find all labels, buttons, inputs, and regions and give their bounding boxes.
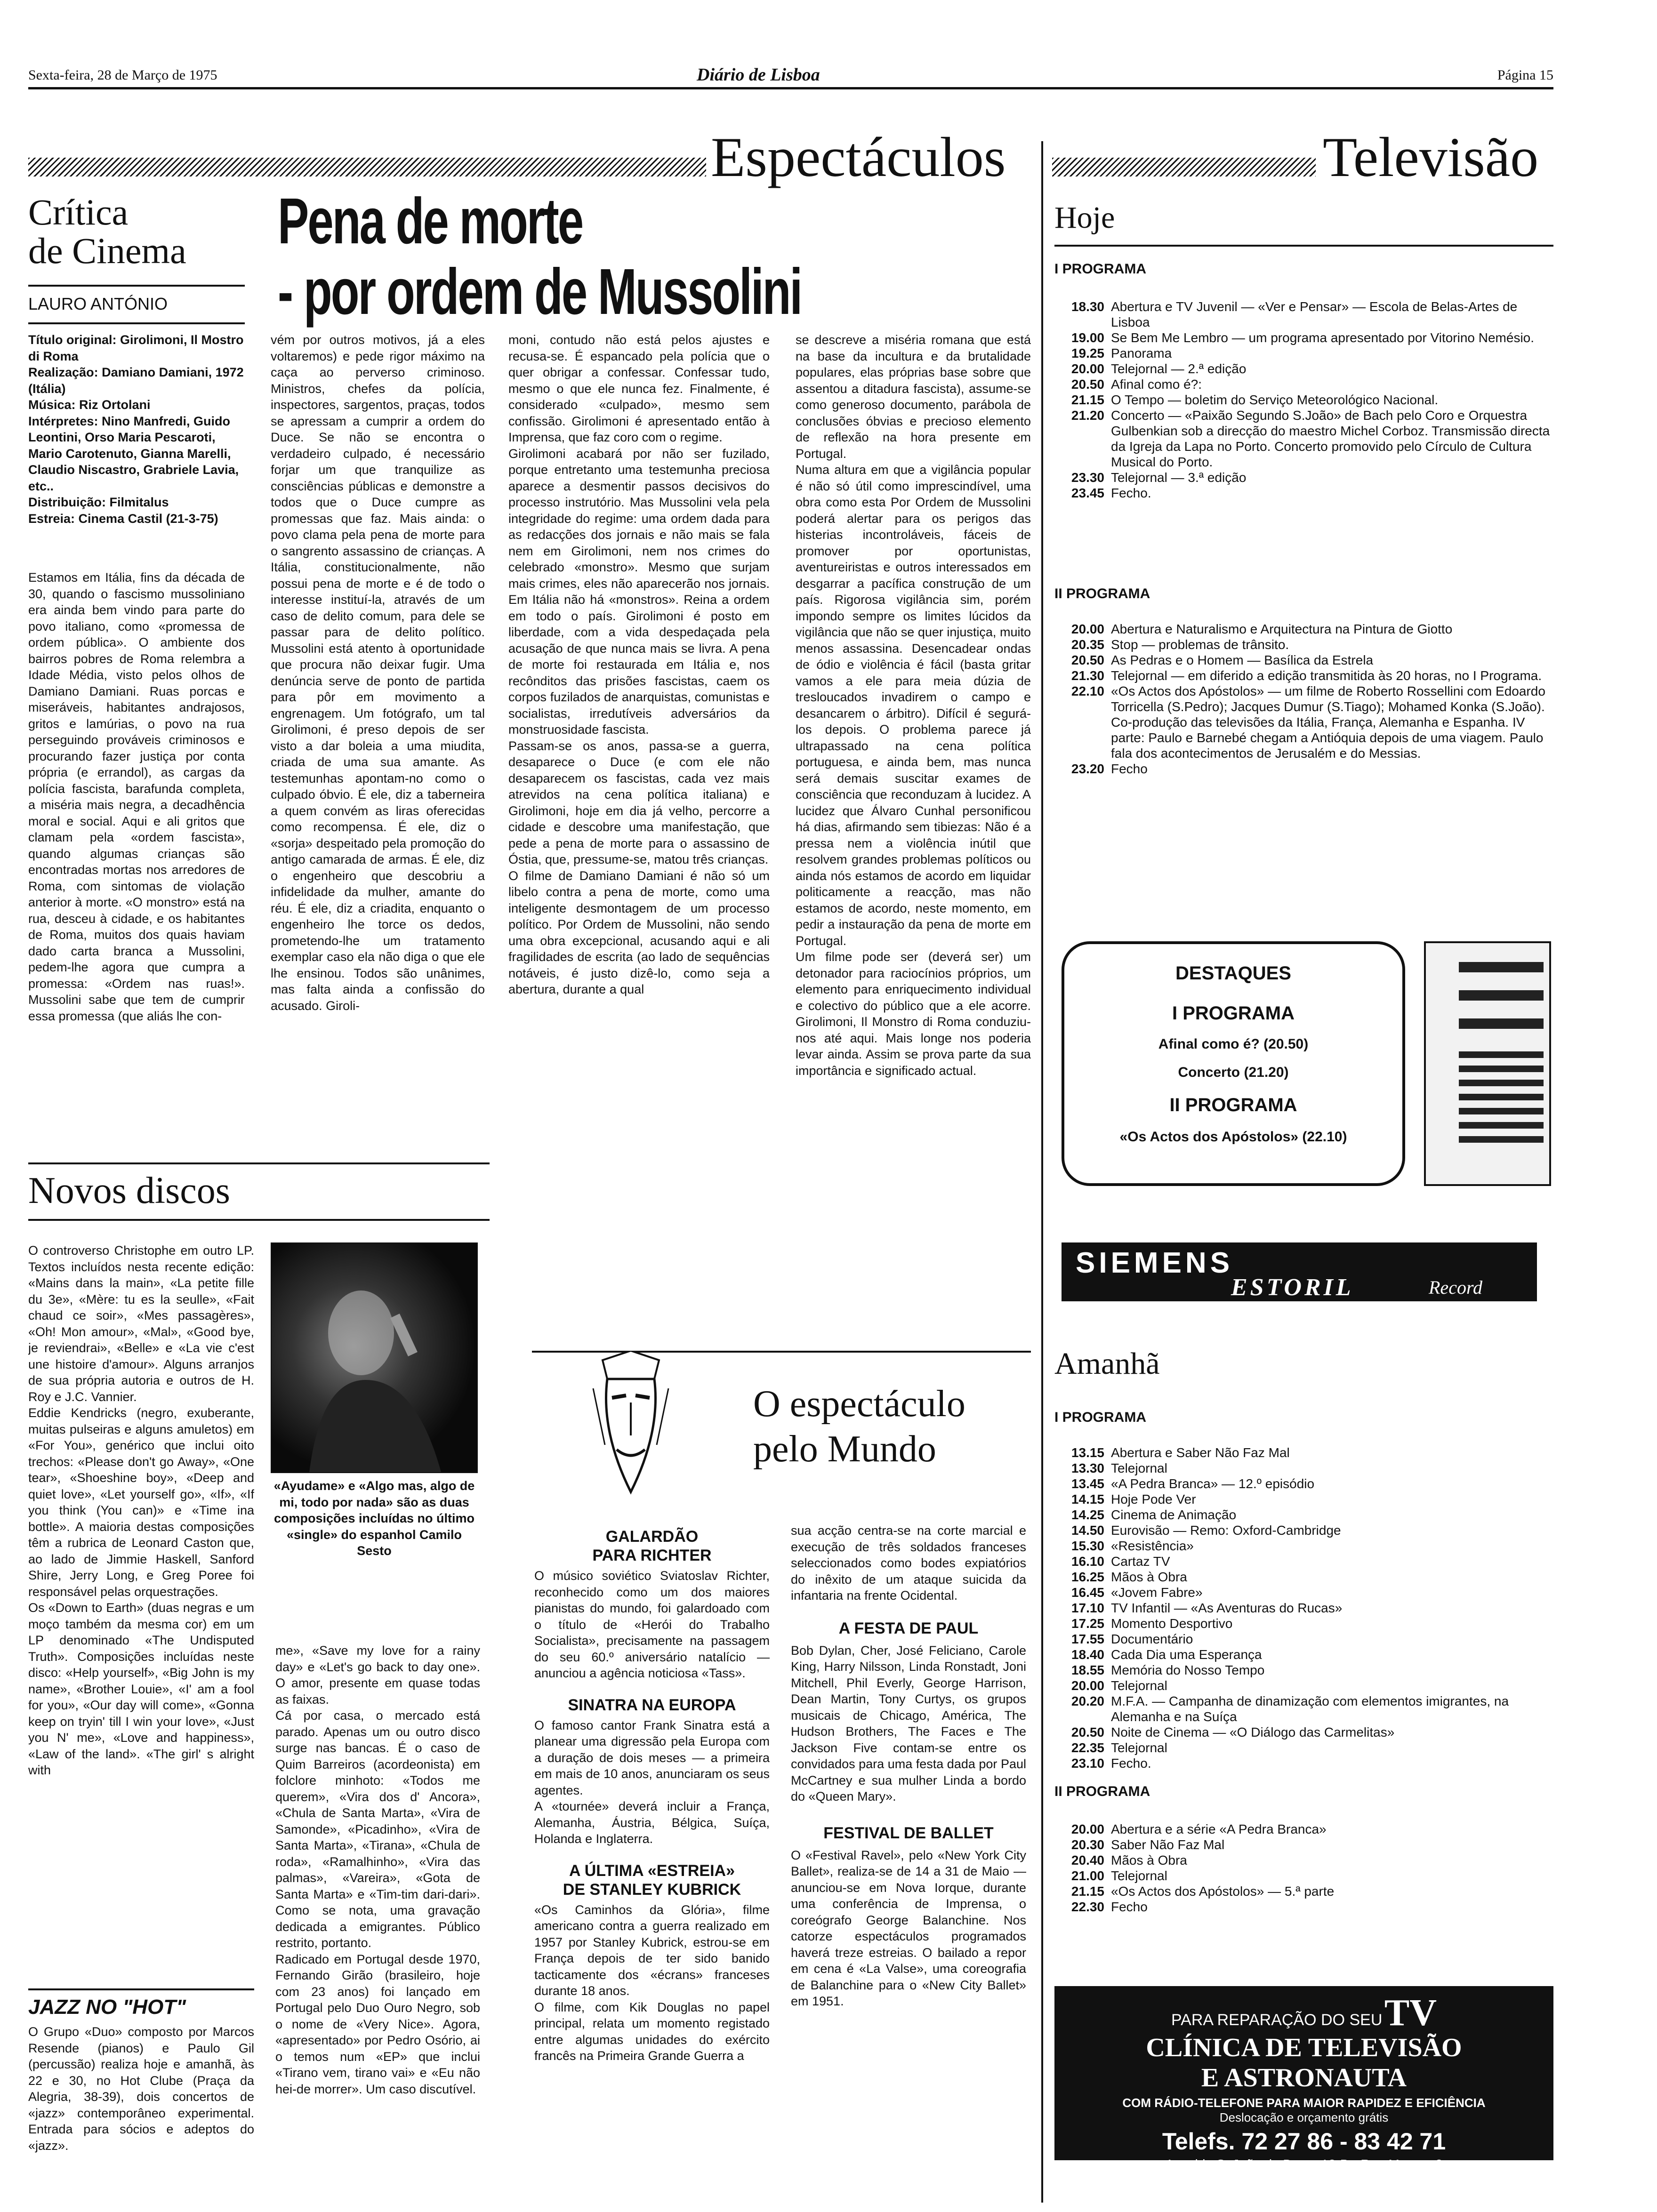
tv-listing-text: Abertura e a série «A Pedra Branca» — [1111, 1822, 1327, 1836]
tv-amanha-heading: Amanhã — [1054, 1346, 1160, 1381]
issue-date: Sexta-feira, 28 de Março de 1975 — [28, 67, 217, 83]
tv-listing-text: O Tempo — boletim do Serviço Meteorológico Nacional. — [1111, 393, 1439, 407]
ad-line4: COM RÁDIO-TELEFONE PARA MAIOR RAPIDEZ E EFICIÊNCIA — [1122, 2096, 1486, 2110]
tv-listing-text: Noite de Cinema — «O Diálogo das Carmelitas» — [1111, 1725, 1395, 1739]
kubrick-text: «Os Caminhos da Glória», filme americano contra a guerra realizado em 1957 por Stanley Kubrick, estrou-se em França depois de ter sido banido tacticamente dos «écrans» franceses durante 18 anos. O filme, com Kik Douglas no papel principal, relata um momento registado entre algumas unidades do exército francês na Primeira Grande Guerra a — [534, 1902, 770, 2063]
tv-listing-text: Telejornal — 3.ª edição — [1111, 470, 1247, 485]
tv-listing-text: Stop — problemas de trânsito. — [1111, 637, 1289, 652]
tv-listing-text: Afinal como é?: — [1111, 377, 1202, 392]
kubrick-heading: A ÚLTIMA «ESTREIA» DE STANLEY KUBRICK — [563, 1861, 741, 1899]
tv-listing-text: Panorama — [1111, 346, 1172, 361]
tv-listing-row — [1059, 1507, 1553, 1523]
paul-text: Bob Dylan, Cher, José Feliciano, Carole King, Harry Nilsson, Linda Ronstadt, Joni Mitchell, Phil Everly, George Harrison, Dean Martin, Tony Curtys, os grupos musicais de Chicago, América, The Hudson Brothers, The Faces e The Jackson Five contam-se entre os convidados para uma festa dada por Paul McCartney e sua mulher Linda a bordo do «Queen Mary». — [791, 1643, 1026, 1803]
section-televisao: Televisão — [1323, 126, 1539, 188]
tv-listing-text: Mãos à Obra — [1111, 1570, 1187, 1584]
tv-listing-row — [1059, 1476, 1553, 1491]
discos-heading: Novos discos — [28, 1170, 230, 1211]
model-script: Record — [1429, 1277, 1483, 1298]
tv-listing-time: 17.55 — [1071, 1632, 1104, 1646]
amanha-p2-schedule — [1059, 1821, 1553, 1915]
hoje-p2-schedule — [1059, 621, 1553, 777]
tv-listing-text: Telejornal — [1111, 1678, 1167, 1693]
tv-listing-text: Hoje Pode Ver — [1111, 1492, 1196, 1507]
tv-listing-text: Documentário — [1111, 1632, 1193, 1646]
paul-heading: A FESTA DE PAUL — [838, 1619, 979, 1637]
tv-listing-time: 20.00 — [1071, 1822, 1104, 1836]
panel-slider — [1459, 990, 1544, 1001]
tv-listing-time: 23.45 — [1071, 486, 1104, 500]
kubrick-text-continued: sua acção centra-se na corte marcial e execução de três soldados franceses seleccionados como bodes expiatórios do inêxito de um ataque suicida da infantaria na frente Ocidental. — [791, 1523, 1026, 1603]
tv-listing-row — [1059, 1678, 1553, 1693]
tv-listing-row — [1059, 621, 1553, 637]
jazz-heading: JAZZ NO "HOT" — [28, 1996, 186, 2019]
tv-listing-row — [1059, 1740, 1553, 1755]
photo-caption: «Ayudame» e «Algo mas, algo de mi, todo por nada» são as duas composições incluídas no último «single» do espanhol Camilo Sesto — [273, 1479, 475, 1558]
critica-column-3: moni, contudo não está pelos ajustes e recusa-se. É espancado pela polícia que o quer obrigar a confessar. Confessar tudo, mesmo o que ele nunca fez. Finalmente, é considerado «culpado», mesmo sem confissão. Girolimoni é apresentado então à Imprensa, que faz coro com o regime. Girolimoni acabará por não ser fuzilado, porque entretanto uma testemunha preciosa aparece a desmentir passos decisivos do processo instrutório. Mas Mussolini vela pela integridade do regime: uma ordem dada para as redacções dos jornais e não mais se fala nem em Girolimoni, nem nos crimes do celebrado «monstro». Mesmo que surjam mais crimes, eles não aparecerão nos jornais. Em Itália não há «monstros». Reina a ordem em todo o país. Girolimoni é posto em liberdade, com a vida despedaçada pela acusação de que nunca mais se livra. A pena de morte foi restaurada em Itália e, nos recônditos das prisões fascistas, caem os corpos fuzilados de anarquistas, comunistas e socialistas, irredutíveis adversários da monstruosidade fascista. Passam-se os anos, passa-se a guerra, desaparece o Duce (e com ele não desaparecem os fascistas, cada vez mais atrevidos na cena política italiana) e Girolimoni, hoje em dia já velho, percorre a cidade e descobre uma manifestação, que pede a pena de morte para o assassino de Óstia, que, pressume-se, matou três crianças. O filme de Damiano Damiani é não só um libelo contra a pena de morte, como uma inteligente desmontagem de um processo político. Por Ordem de Mussolini, não sendo uma obra excepcional, acusando aqui e ali fragilidades de escrita (ao lado de sequências notáveis, é justo dizê-lo, como seja a abertura, durante a qual — [508, 333, 770, 996]
sinatra-heading: SINATRA NA EUROPA — [568, 1696, 736, 1714]
destaques-item2: Concerto (21.20) — [1178, 1065, 1289, 1080]
destaques-box — [1052, 937, 1556, 1301]
tv-listing-row — [1059, 1554, 1553, 1569]
tv-listing-text: Cada Dia uma Esperança — [1111, 1647, 1262, 1662]
jazz-text: O Grupo «Duo» composto por Marcos Resende (pianos) e Paulo Gil (percussão) realiza hoje e amanhã, às 22 e 30, no Hot Clube (Praça da Alegria, 38-39), dois concertos de «jazz» contemporâneo experimental. Entrada para sócios e adeptos do «jazz». — [28, 2025, 254, 2153]
tv-listing-time: 15.30 — [1071, 1539, 1104, 1553]
destaques-title: DESTAQUES — [1175, 963, 1291, 984]
tv-listing-row — [1059, 1693, 1553, 1724]
tv-listing-text: Momento Desportivo — [1111, 1616, 1233, 1631]
tv-listing-text: Mãos à Obra — [1111, 1853, 1187, 1867]
headline-line2: - por ordem de Mussolini — [278, 256, 802, 328]
section-hatch-left — [28, 158, 706, 176]
tv-listing-text: Eurovisão — Remo: Oxford-Cambridge — [1111, 1523, 1341, 1538]
tv-listing-time: 19.00 — [1071, 330, 1104, 345]
tv-listing-time: 14.50 — [1071, 1523, 1104, 1538]
mundo-heading — [753, 1381, 965, 1472]
destaques-item1: Afinal como é? (20.50) — [1158, 1036, 1309, 1052]
singer-photo — [271, 1242, 478, 1473]
tv-listing-text: Abertura e TV Juvenil — «Ver e Pensar» — Escola de Belas-Artes de Lisboa — [1111, 299, 1518, 329]
tv-listing-time: 14.25 — [1071, 1507, 1104, 1522]
tv-listing-row — [1059, 1837, 1553, 1852]
tv-listing-text: M.F.A. — Campanha de dinamização com elementos imigrantes, na Alemanha e na Suíça — [1111, 1694, 1509, 1724]
tv-listing-text: Fecho — [1111, 1899, 1148, 1914]
tv-listing-time: 22.35 — [1071, 1740, 1104, 1755]
tv-listing-time: 21.15 — [1071, 1884, 1104, 1899]
tv-listing-row — [1059, 330, 1553, 345]
tv-listing-time: 14.15 — [1071, 1492, 1104, 1507]
panel-button — [1459, 1108, 1544, 1114]
ad-top-line — [1054, 1992, 1553, 2035]
article-headline — [278, 186, 801, 327]
destaques-item3: «Os Actos dos Apóstolos» (22.10) — [1119, 1129, 1347, 1145]
tv-listing-row — [1059, 637, 1553, 652]
tv-listing-time: 20.40 — [1071, 1853, 1104, 1867]
divider — [28, 1219, 490, 1221]
tv-listing-time: 20.35 — [1071, 637, 1104, 652]
tv-listing-row — [1059, 1460, 1553, 1476]
tv-listing-row — [1059, 485, 1553, 501]
tv-listing-time: 13.30 — [1071, 1461, 1104, 1475]
hoje-p1-schedule — [1059, 299, 1553, 501]
panel-button — [1459, 1066, 1544, 1072]
tv-listing-time: 21.20 — [1071, 408, 1104, 423]
tv-listing-time: 13.15 — [1071, 1445, 1104, 1460]
tv-listing-text: Fecho. — [1111, 1756, 1151, 1771]
tv-listing-time: 21.30 — [1071, 668, 1104, 683]
tv-listing-text: «A Pedra Branca» — 12.º episódio — [1111, 1476, 1315, 1491]
tv-listing-time: 23.10 — [1071, 1756, 1104, 1771]
tribal-mask-illustration — [584, 1351, 678, 1497]
tv-listing-time: 18.40 — [1071, 1647, 1104, 1662]
discos-column-1: O controverso Christophe em outro LP. Textos incluídos nesta recente edição: «Mains dans la main», «La petite fille du 3e», «Mère: tu es la seulle», «Fait chaud ce soir», «Mes passagères», «Oh! Mon amour», «Mal», «Good bye, je reviendrai», «Belle» e «La vie c'est une histoire d'amour». Alguns arranjos de sua própria autoria e outros de H. Roy e J.C. Vannier. Eddie Kendricks (negro, exuberante, muitas pulseiras e alguns amuletos) em «For You», genérico que inclui oito trechos: «Please don't go Away», «One tear», «Shoeshine boy», «Deep and quiet love», «Let yourself go», «If», «If you think (You can)» e «Time ina bottle». A maioria destas composições têm a rubrica de Leonard Caston que, ao lado de Jimmie Haskell, Sanford Shire, Jerry Long, e Greg Poree foi responsável pelas orquestrações. Os «Down to Earth» (duas negras e um moço também da mesma cor) em um LP denominado «The Undisputed Truth». Composições incluídas neste disco: «Help yourself», «Big John is my name», «Brother Louie», «I' am a fool for you», «Our day will come», «Gonna keep on tryin' till I win your love», «Just you N' me», «Love and happiness», «Law of the land». «The girl' s alright with — [28, 1243, 254, 1777]
tv-listing-time: 20.50 — [1071, 377, 1104, 392]
newspaper-name: Diário de Lisboa — [697, 65, 820, 85]
tv-listing-text: As Pedras e o Homem — Basílica da Estrela — [1111, 653, 1374, 667]
tv-listing-row — [1059, 470, 1553, 485]
tv-listing-time: 18.55 — [1071, 1663, 1104, 1677]
tv-listing-row — [1059, 1523, 1553, 1538]
model-name: ESTORIL — [1231, 1274, 1354, 1301]
tv-listing-text: Telejornal — [1111, 1868, 1167, 1883]
tv-screen — [1062, 941, 1405, 1186]
tv-listing-row — [1059, 299, 1553, 330]
ballet-text: O «Festival Ravel», pelo «New York City Ballet», realiza-se de 14 a 31 de Maio — anunciou-se em Nova Iorque, durante uma conferência de Imprensa, o coreógrafo George Balanchine. Nos catorze espectáculos programados haverá treze estreias. O bailado a repor em cena é «La Valse», uma coreografia de Balanchine para o «New City Ballet» em 1951. — [791, 1848, 1026, 2008]
tv-listing-text: Cinema de Animação — [1111, 1507, 1237, 1522]
tv-listing-row — [1059, 1600, 1553, 1616]
panel-slider — [1459, 1018, 1544, 1029]
tv-listing-text: «Resistência» — [1111, 1539, 1194, 1553]
discos-column-2: me», «Save my love for a rainy day» e «Let's go back to day one». O amor, presente em quase todas as faixas. Cá por casa, o mercado está parado. Apenas um ou outro disco surge nas bancas. É o caso de Quim Barreiros (acordeonista) em folclore minhoto: «Todos me querem», «Vira dos d' Ancora», «Chula de Santa Marta», «Vira de Samonde», «Picadinho», «Vira de Santa Marta», «Tirana», «Chula de roda», «Ramalhinho», «Vira das palmas», «Vareira», «Gota de Santa Marta» e «Tim-tim dari-dari». Como se nota, uma gravação dedicada a emigrantes. Público restrito, portanto. Radicado em Portugal desde 1970, Fernando Girão (brasileiro, hoje com 23 anos) foi lançado em Portugal pelo Duo Ouro Negro, sob o nome de «Very Nice». Agora, «apresentado» por Pedro Osório, ai o temos num «EP» que inclui «Tirano vem, tirano vai» e «Eu não hei-de morrer». Um caso discutível. — [275, 1643, 480, 2096]
tv-listing-time: 17.10 — [1071, 1601, 1104, 1615]
singer-silhouette — [272, 1243, 477, 1472]
ad-line5: Deslocação e orçamento grátis — [1219, 2110, 1389, 2124]
tv-listing-row — [1059, 761, 1553, 777]
tv-listing-time: 21.15 — [1071, 393, 1104, 407]
section-hatch-right — [1052, 158, 1316, 176]
mundo-column-1 — [534, 1527, 770, 2128]
amanha-p1-label: I PROGRAMA — [1054, 1410, 1146, 1425]
tv-listing-time: 22.30 — [1071, 1899, 1104, 1914]
tv-listing-row — [1059, 1852, 1553, 1868]
column-divider — [1041, 141, 1043, 2203]
divider — [28, 1988, 254, 1990]
ad-line1: PARA REPARAÇÃO DO SEU — [1171, 2011, 1383, 2029]
tv-listing-text: Fecho. — [1111, 486, 1151, 500]
divider — [28, 1162, 490, 1164]
sinatra-text: O famoso cantor Frank Sinatra está a planear uma digressão pela Europa com a duração de dois meses — a primeira em mais de 10 anos, anunciaram os seus agentes. A «tournée» deverá incluir a França, Alemanha, Áustria, Bélgica, Suíça, Holanda e Inglaterra. — [534, 1718, 770, 1846]
critica-heading-line2: de Cinema — [28, 230, 186, 271]
mask-icon — [584, 1351, 678, 1497]
tv-listing-text: TV Infantil — «As Aventuras do Rucas» — [1111, 1601, 1343, 1615]
ad-address: Avenida S. João de Deus, 13-B · Rua Macau, 8 — [1165, 2157, 1443, 2172]
tv-listing-time: 20.00 — [1071, 1678, 1104, 1693]
tv-listing-row — [1059, 1755, 1553, 1771]
tv-listing-row — [1059, 1899, 1553, 1915]
mundo-heading-line1: O espectáculo — [753, 1383, 965, 1425]
richter-heading: GALARDÃO PARA RICHTER — [592, 1528, 712, 1564]
tv-listing-row — [1059, 345, 1553, 361]
headline-line1: Pena de morte — [278, 185, 583, 257]
film-credits: Título original: Girolimoni, Il Mostro di Roma Realização: Damiano Damiani, 1972 (Itália) Música: Riz Ortolani Intérpretes: Nino Manfredi, Guido Leontini, Orso Maria Pescaroti, Mario Carotenuto, Gianna Marelli, Claudio Niscastro, Grabriele Lavia, etc.. Distribuição: Filmitalus Estreia: Cinema Castil (21-3-75) — [28, 333, 244, 526]
divider — [28, 285, 245, 287]
divider — [28, 322, 245, 324]
tv-listing-row — [1059, 1631, 1553, 1647]
richter-text: O músico soviético Sviatoslav Richter, reconhecido como um dos maiores pianistas do mundo, foi galardoado com o título de «Herói do Trabalho Socialista», precisamente na passagem do seu 60.º aniversário natalício — anunciou a agência noticiosa «Tass». — [534, 1569, 770, 1680]
tv-listing-text: Memória do Nosso Tempo — [1111, 1663, 1265, 1677]
siemens-band — [1062, 1242, 1537, 1301]
panel-slider — [1459, 962, 1544, 972]
tv-listing-row — [1059, 377, 1553, 392]
panel-button — [1459, 1051, 1544, 1058]
tv-listing-row — [1059, 1724, 1553, 1740]
critica-column-4: se descreve a miséria romana que está na base da incultura e da brutalidade populares, elas próprias base sobre que assentou a ditadura fascista), assume-se como generoso documento, parábola de conclusões óbvias e precioso elemento de reflexão na hora presente em Portugal. Numa altura em que a vigilância popular é não só útil como imprescindível, uma obra como esta Por Ordem de Mussolini poderá alertar para os perigos das histerias incontroláveis, fáceis de promover por oportunistas, aventureiristas e outros interessados em desgarrar a pacífica construção de um país. Rigorosa vigilância sim, porém impondo sempre os limites lúcidos da vigilância que não se quer injustiça, muito menos assassina. Desencadear ondas de ódio e violência é fácil (basta gritar vamos a ele para meia dúzia de tresloucados invadirem o campo e desancarem o árbitro). Difícil é segurá-los depois. O problema parece já ultrapassado na cena política portuguesa, e ainda bem, mas nunca será demais suscitar exames de consciência que reconduzam à lucidez. A lucidez que Álvaro Cunhal personificou há dias, afirmando sem tibiezas: Não é a pressa nem a violência inútil que resolvem grandes problemas políticos ou ainda nós estamos de acordo em liquidar politicamente a reacção, mas não estamos de acordo, neste momento, em pedir a instauração da pena de morte em Portugal. Um filme pode ser (deverá ser) um detonador para raciocínios próprios, um elemento para enriquecimento individual e colectivo do público que a ele acorre. Girolimoni, Il Monstro di Roma conduziu-nos até aqui. Mais longe nos poderia levar ainda. Assim se prova parte da sua importância e significado actual. — [796, 333, 1031, 1078]
tv-listing-text: Telejornal — 2.ª edição — [1111, 361, 1247, 376]
critica-heading — [28, 193, 186, 270]
tv-listing-row — [1059, 408, 1553, 470]
panel-button — [1459, 1080, 1544, 1086]
panel-button — [1459, 1122, 1544, 1129]
ad-line3: E ASTRONAUTA — [1201, 2063, 1407, 2092]
tv-listing-text: Saber Não Faz Mal — [1111, 1837, 1225, 1852]
tv-listing-time: 23.30 — [1071, 470, 1104, 485]
tv-listing-text: Telejornal — em diferido a edição transmitida às 20 horas, no I Programa. — [1111, 668, 1542, 683]
tv-listing-text: Concerto — «Paixão Segundo S.João» de Bach pelo Coro e Orquestra Gulbenkian sob a direcção do maestro Michel Corboz. Transmissão directa da Igreja da Lapa no Porto. Concerto promovido pelo Círculo de Cultura Musical do Porto. — [1111, 408, 1550, 469]
ad-phones: Telefs. 72 27 86 - 83 42 71 — [1162, 2128, 1446, 2155]
panel-button — [1459, 1094, 1544, 1100]
tv-listing-row — [1059, 1616, 1553, 1631]
tv-listing-time: 17.25 — [1071, 1616, 1104, 1631]
tv-listing-row — [1059, 1662, 1553, 1678]
mundo-heading-line2: pelo Mundo — [753, 1428, 936, 1470]
tv-listing-text: Telejornal — [1111, 1461, 1167, 1475]
tv-listing-text: «Os Actos dos Apóstolos» — um filme de Roberto Rossellini com Edoardo Torricella (S.Pedro); Jacques Dumur (S.Tiago); Mohamed Konka (S.João). Co-produção das televisões da Itália, França, Alemanha e Espanha. IV parte: Paulo e Barnebé chegam a Antióquia depois de uma viagem. Paulo fala dos acontecimentos de Jerusalém e do Messias. — [1111, 684, 1545, 761]
hoje-p2-label: II PROGRAMA — [1054, 586, 1150, 601]
tv-listing-row — [1059, 1538, 1553, 1554]
destaques-p1: I PROGRAMA — [1172, 1003, 1295, 1024]
tv-listing-time: 18.30 — [1071, 299, 1104, 314]
tv-listing-row — [1059, 361, 1553, 377]
section-espectaculos: Espectáculos — [711, 126, 1006, 188]
tv-listing-row — [1059, 1491, 1553, 1507]
tv-listing-text: Cartaz TV — [1111, 1554, 1170, 1569]
tv-listing-row — [1059, 1569, 1553, 1585]
page-number: Página 15 — [1497, 67, 1553, 83]
destaques-p2: II PROGRAMA — [1169, 1095, 1297, 1115]
hoje-p1-label: I PROGRAMA — [1054, 261, 1146, 277]
ad-tv: TV — [1384, 1992, 1437, 2034]
tv-listing-row — [1059, 1585, 1553, 1600]
tv-listing-text: Abertura e Naturalismo e Arquitectura na Pintura de Giotto — [1111, 622, 1453, 636]
tv-listing-time: 19.25 — [1071, 346, 1104, 361]
tv-listing-row — [1059, 683, 1553, 761]
tv-listing-row — [1059, 1445, 1553, 1460]
critica-heading-line1: Crítica — [28, 192, 129, 232]
tv-listing-text: Abertura e Saber Não Faz Mal — [1111, 1445, 1290, 1460]
critica-column-1: Estamos em Itália, fins da década de 30, quando o fascismo mussoliniano era ainda bem vindo para parte do povo italiano, como «promessa de ordem pública». O ambiente dos bairros pobres de Roma relembra a Idade Média, visto pelos olhos de Damiano Damiani. Ruas porcas e miseráveis, habitantes andrajosos, gritos e lamúrias, o povo na rua perseguindo prováveis criminosos e procurando fazer justiça por conta própria (e errandol), as cargas da polícia fascista, barafunda completa, a miséria mais negra, a decadhência moral e social. Aqui e ali gritos que clamam pela «ordem fascista», quando algumas crianças são encontradas mortas nos arredores de Roma, com sintomas de violação anterior à morte. «O monstro» está na rua, desceu à cidade, e os habitantes de Roma, muitos dos quais haviam dado carta branca a Mussolini, pedem-lhe agora que cumpra a promessa: «Ordem nas ruas!». Mussolini sabe que tem de cumprir essa promessa (que aliás lhe con- — [28, 570, 245, 1023]
tv-listing-text: «Os Actos dos Apóstolos» — 5.ª parte — [1111, 1884, 1335, 1899]
author: LAURO ANTÓNIO — [28, 294, 168, 313]
panel-button — [1459, 1136, 1544, 1143]
tv-listing-row — [1059, 1821, 1553, 1837]
tv-listing-time: 16.10 — [1071, 1554, 1104, 1569]
tv-listing-time: 20.20 — [1071, 1694, 1104, 1708]
amanha-p1-schedule — [1059, 1445, 1553, 1771]
ballet-heading: FESTIVAL DE BALLET — [823, 1824, 994, 1842]
tv-listing-time: 21.00 — [1071, 1868, 1104, 1883]
critica-column-2: vém por outros motivos, já a eles voltaremos) e pede rigor máximo na caça ao perverso criminoso. Ministros, chefes da polícia, inspectores, sargentos, praças, todos se apressam a cumprir a ordem do Duce. Se não se encontra o verdadeiro culpado, é necessário forjar um que tranquilize as consciências públicas e demonstre a todos que o Duce cumpre as promessas que faz. Mais ainda: o povo clama pela pena de morte para o sangrento assassino de crianças. A Itália, constitucionalmente, não possui pena de morte e é de todo o interesse instituí-la, através de um caso de delito comum, para dele se passar para de delito político. Mussolini está atento à oportunidade que procura não deixar fugir. Uma denúncia serve de ponto de partida para pôr em movimento a engrenagem. Um fotógrafo, um tal Girolimoni, é preso depois de ser visto a dar boleia a uma miudita, criada de uma sua amante. As testemunhas apontam-no como o culpado óbvio. É ele, diz a taberneira a quem convém as liras oferecidas como recompensa. É ele, diz o «sorja» despeitado pela promoção do antigo camarada de armas. É ele, diz o engenheiro que descobriu a infidelidade da mulher, amante do réu. É ele, diz a criadita, enquanto o engenheiro lhe torce os dedos, prometendo-lhe um tratamento exemplar caso ela não diga o que ele lhe ensinou. Todos são unânimes, mas falta ainda a confissão do acusado. Giroli- — [271, 333, 485, 1013]
mundo-column-2 — [791, 1523, 1026, 2010]
tv-listing-time: 20.50 — [1071, 653, 1104, 667]
tv-listing-row — [1059, 1868, 1553, 1883]
tv-listing-time: 16.25 — [1071, 1570, 1104, 1584]
tv-control-panel — [1424, 941, 1551, 1186]
tv-listing-row — [1059, 1883, 1553, 1899]
tv-listing-time: 22.10 — [1071, 684, 1104, 698]
tv-listing-row — [1059, 392, 1553, 408]
tv-listing-time: 20.50 — [1071, 1725, 1104, 1739]
clinica-tv-ad — [1054, 1986, 1553, 2172]
ad-line2: CLÍNICA DE TELEVISÃO — [1146, 2033, 1462, 2062]
tv-listing-text: Telejornal — [1111, 1740, 1167, 1755]
divider — [1054, 245, 1553, 247]
tv-listing-time: 13.45 — [1071, 1476, 1104, 1491]
tv-listing-text: Se Bem Me Lembro — um programa apresentado por Vitorino Nemésio. — [1111, 330, 1535, 345]
amanha-p2-label: II PROGRAMA — [1054, 1784, 1150, 1799]
brand-name: SIEMENS — [1076, 1247, 1234, 1279]
tv-listing-row — [1059, 1647, 1553, 1662]
tv-listing-time: 23.20 — [1071, 761, 1104, 776]
tv-listing-time: 16.45 — [1071, 1585, 1104, 1600]
tv-listing-time: 20.00 — [1071, 622, 1104, 636]
tv-listing-text: «Jovem Fabre» — [1111, 1585, 1203, 1600]
tv-hoje-heading: Hoje — [1054, 200, 1115, 235]
tv-listing-row — [1059, 668, 1553, 683]
tv-listing-time: 20.30 — [1071, 1837, 1104, 1852]
tv-listing-text: Fecho — [1111, 761, 1148, 776]
tv-listing-row — [1059, 652, 1553, 668]
masthead — [28, 61, 1553, 89]
tv-listing-time: 20.00 — [1071, 361, 1104, 376]
